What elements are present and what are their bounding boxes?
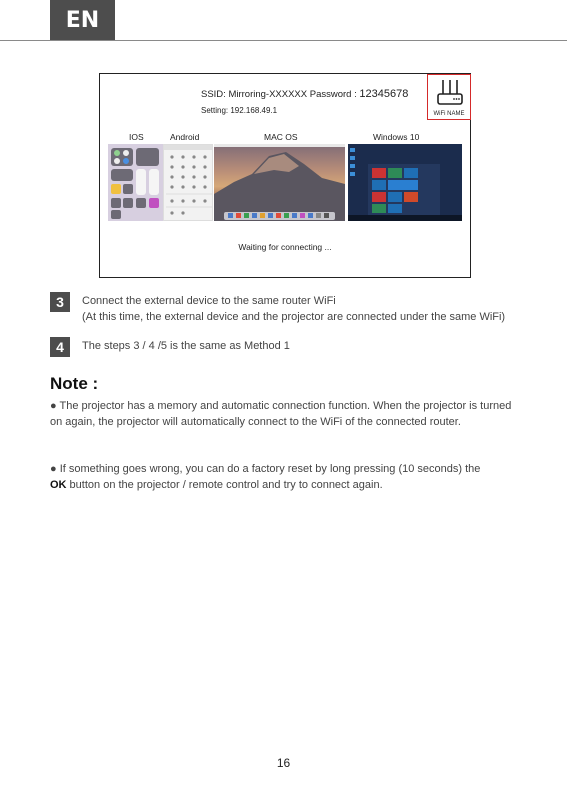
os-label-windows: Windows 10 [373, 132, 420, 142]
ssid-line: SSID: Mirroring-XXXXXX Password : 12345678 [201, 88, 409, 100]
note-paragraph-1: ● The projector has a memory and automatic connection function. When the projector is turned on again, the projector will automatically connect to the WiFi of the connected router. [50, 400, 512, 428]
step-text: The steps 3 / 4 /5 is the same as Method 1 [82, 340, 290, 352]
android-screenshot [163, 144, 213, 221]
wifi-name-box [427, 74, 471, 120]
os-label-ios: IOS [129, 132, 144, 142]
mirroring-screen-illustration [99, 73, 471, 278]
step-line: (At this time, the external device and the projector are connected under the same WiFi) [82, 311, 506, 323]
language-badge: EN [50, 0, 115, 40]
ios-screenshot [108, 144, 163, 221]
os-label-macos: MAC OS [264, 132, 298, 142]
note-title: Note : [50, 374, 99, 393]
page-number: 16 [276, 756, 291, 770]
password-value: 12345678 [359, 88, 409, 100]
note-paragraph-2: ● If something goes wrong, you can do a factory reset by long pressing (10 seconds) the OK button on the projector / remote control and try to connect again. [50, 463, 481, 491]
setting-line: Setting: 192.168.49.1 [201, 106, 278, 115]
step-number: 3 [50, 292, 70, 312]
router-icon [436, 78, 464, 108]
step-line: Connect the external device to the same router WiFi [82, 295, 336, 307]
os-label-android: Android [170, 132, 200, 142]
step-number: 4 [50, 337, 70, 357]
windows-screenshot [348, 144, 462, 221]
step-text [82, 293, 505, 325]
header-rule [0, 40, 567, 41]
ok-button-label: OK [50, 479, 67, 491]
waiting-status: Waiting for connecting ... [238, 242, 332, 252]
wifi-name-label: WiFi NAME [433, 111, 465, 117]
macos-screenshot [214, 144, 345, 221]
